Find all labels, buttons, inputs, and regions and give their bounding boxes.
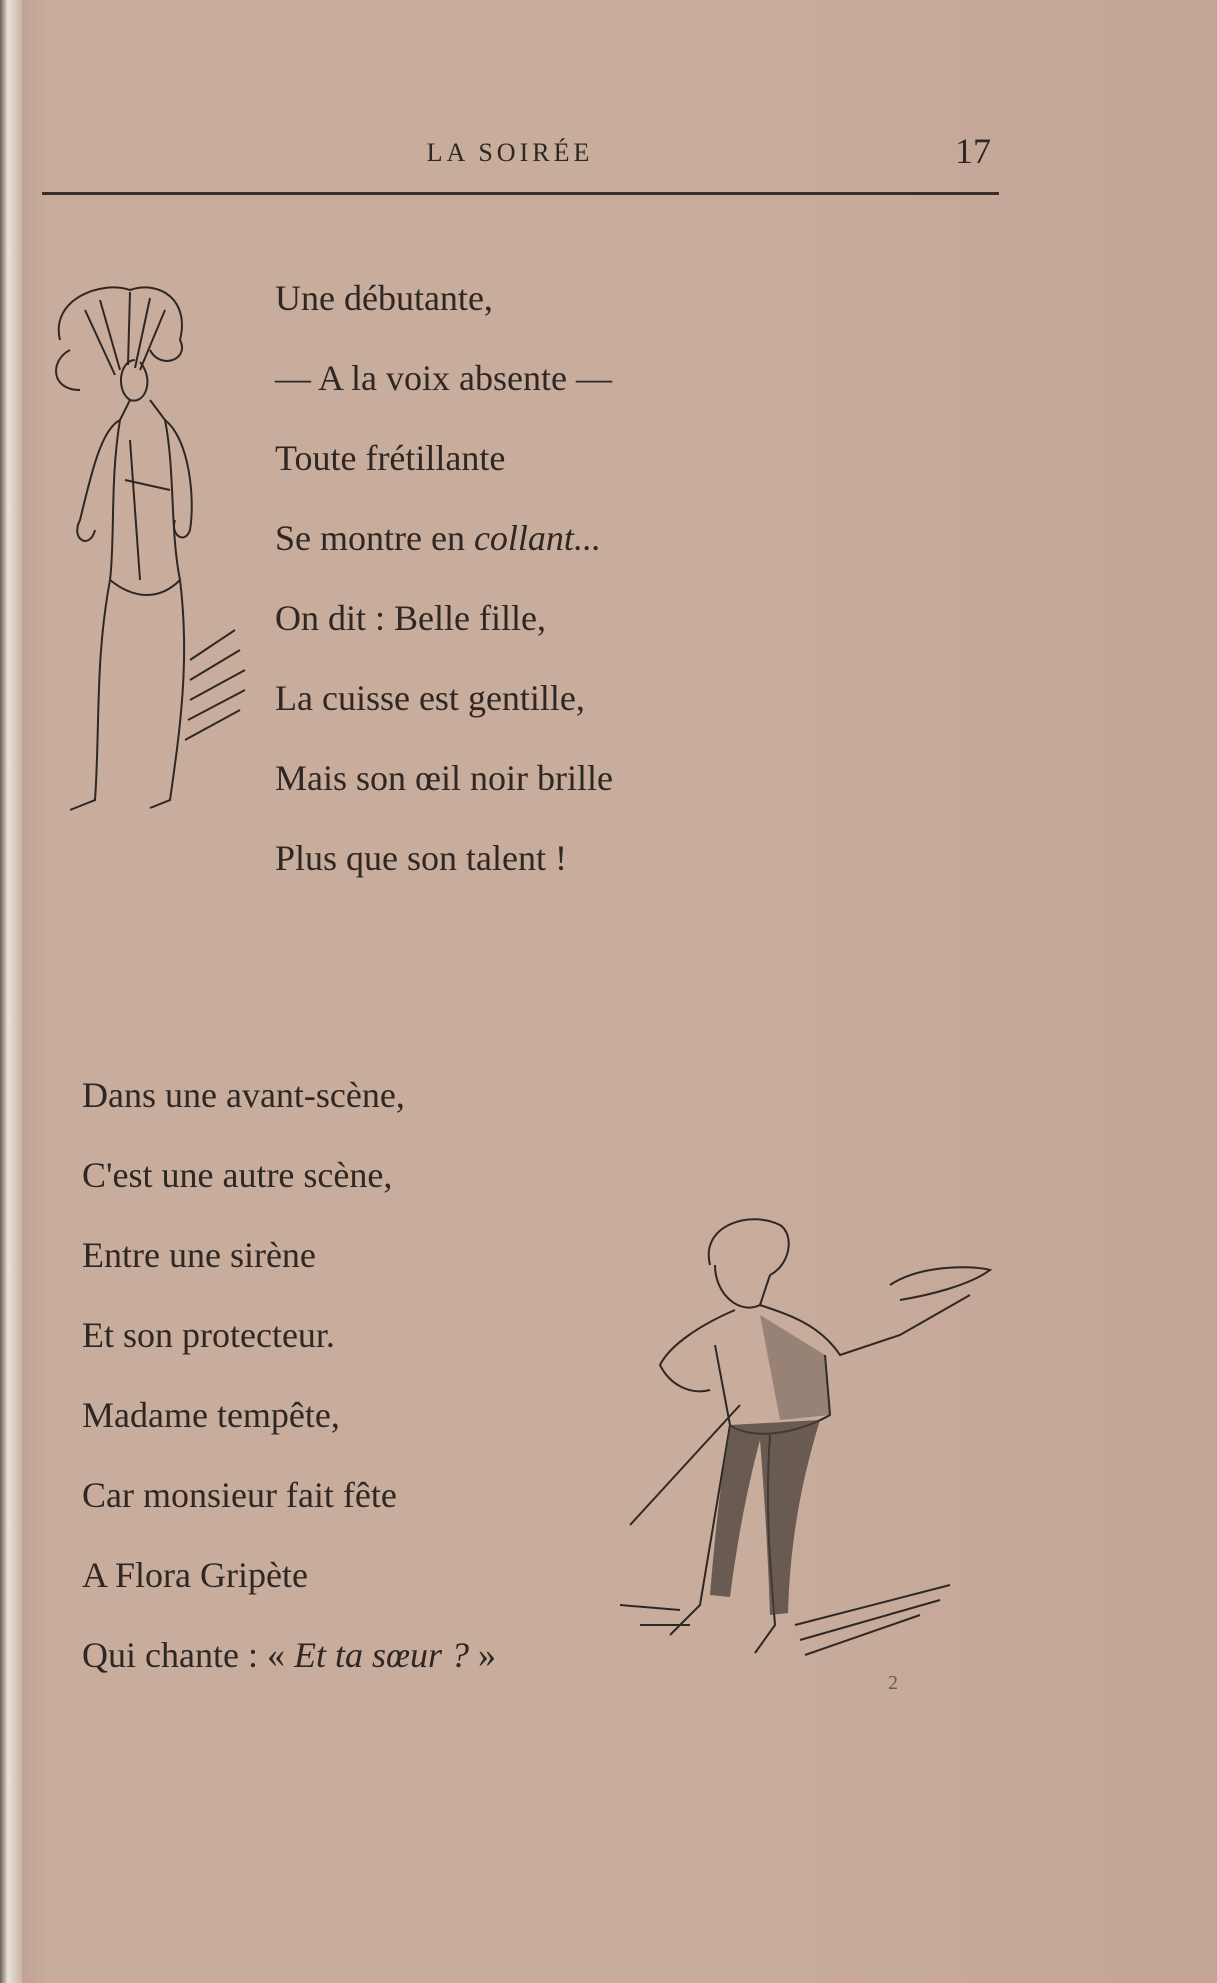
verse-line: Mais son œil noir brille bbox=[275, 758, 613, 798]
dancer-illustration bbox=[40, 280, 250, 830]
verse-line bbox=[82, 1615, 496, 1695]
verse-line: On dit : Belle fille, bbox=[275, 598, 546, 638]
verse-line: La cuisse est gentille, bbox=[275, 678, 585, 718]
verse-line bbox=[275, 498, 613, 578]
printer-signature: 2 bbox=[888, 1672, 898, 1694]
page-gutter bbox=[0, 0, 22, 1983]
verse-line: Toute frétillante bbox=[275, 438, 506, 478]
verse-line: Entre une sirène bbox=[82, 1235, 316, 1275]
gentleman-illustration bbox=[620, 1205, 1000, 1680]
verse-line: A Flora Gripète bbox=[82, 1555, 308, 1595]
verse-line: Plus que son talent ! bbox=[275, 838, 567, 878]
verse-line: Une débutante, bbox=[275, 278, 493, 318]
verse-line: C'est une autre scène, bbox=[82, 1155, 393, 1195]
verse-line-text: Se montre en bbox=[275, 518, 474, 558]
verse-line: — A la voix absente — bbox=[275, 358, 612, 398]
header-rule bbox=[42, 192, 999, 195]
verse-line: Et son protecteur. bbox=[82, 1315, 335, 1355]
verse-line-end: » bbox=[468, 1635, 496, 1675]
verse-italic-phrase: Et ta sœur ? bbox=[293, 1635, 469, 1675]
verse-line: Madame tempête, bbox=[82, 1395, 340, 1435]
verse-line: Car monsieur fait fête bbox=[82, 1475, 397, 1515]
verse-line-text: Qui chante : « bbox=[82, 1635, 294, 1675]
verse-line: Dans une avant-scène, bbox=[82, 1075, 405, 1115]
stanza-2 bbox=[82, 1055, 496, 1695]
page-number: 17 bbox=[955, 131, 991, 171]
verse-italic-word: collant... bbox=[473, 518, 601, 558]
stanza-1 bbox=[275, 258, 613, 898]
running-header: LA SOIRÉE bbox=[426, 138, 594, 167]
